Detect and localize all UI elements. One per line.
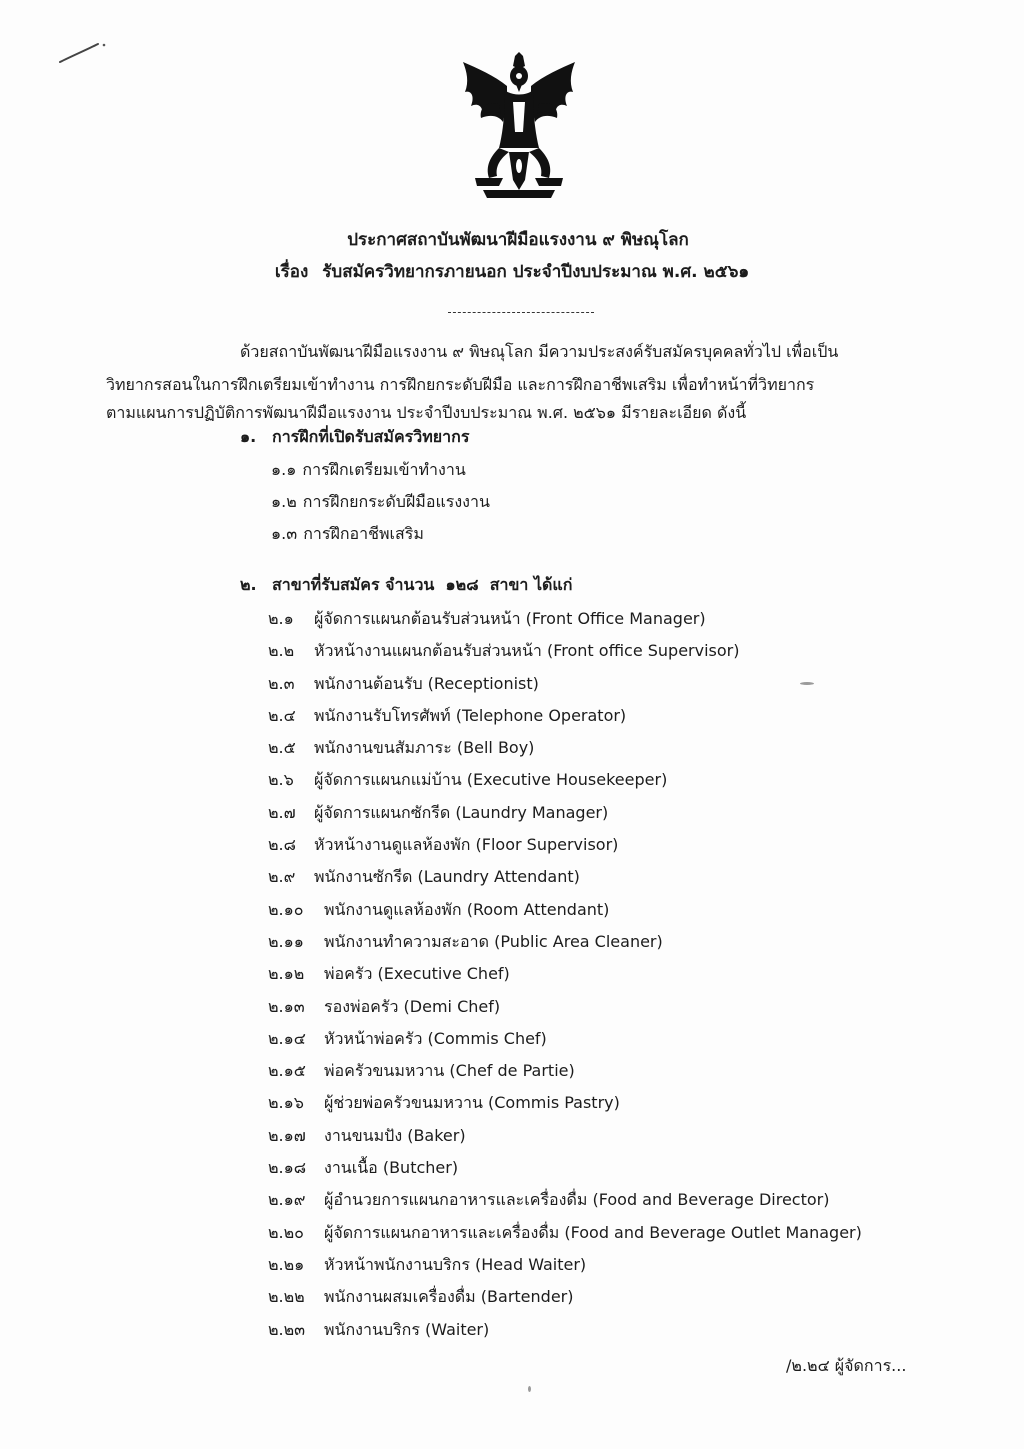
branch-item bbox=[268, 704, 862, 736]
branch-item bbox=[268, 833, 862, 865]
branch-item bbox=[268, 1091, 862, 1123]
section-2-number: ๒. bbox=[240, 575, 257, 594]
training-item bbox=[271, 523, 424, 545]
title-divider bbox=[448, 312, 594, 313]
intro-paragraph-line-1: ด้วยสถาบันพัฒนาฝีมือแรงงาน ๙ พิษณุโลก มีความประสงค์รับสมัครบุคคลทั่วไป เพื่อเป็น bbox=[240, 342, 839, 361]
branch-item-number: ๒.๒๓ bbox=[268, 1319, 306, 1339]
training-item-label: การฝึกเตรียมเข้าทำงาน bbox=[302, 460, 466, 479]
branch-item-number: ๒.๖ bbox=[268, 770, 294, 790]
garuda-emblem bbox=[455, 52, 583, 200]
scan-speck bbox=[800, 682, 814, 685]
branch-item-label: พนักงานผสมเครื่องดื่ม (Bartender) bbox=[324, 1287, 574, 1307]
branch-item-label: พนักงานรับโทรศัพท์ (Telephone Operator) bbox=[314, 705, 627, 725]
branch-item bbox=[268, 1318, 862, 1350]
branch-item-label: ผู้อำนวยการแผนกอาหารและเครื่องดื่ม (Food and Beverage Director) bbox=[324, 1190, 830, 1210]
training-item bbox=[271, 491, 490, 513]
branch-item-label: พนักงานต้อนรับ (Receptionist) bbox=[314, 673, 539, 693]
branch-item-number: ๒.๒๒ bbox=[268, 1287, 305, 1307]
branch-item bbox=[268, 1124, 862, 1156]
branch-item-number: ๒.๑ bbox=[268, 609, 294, 628]
announcement-subject bbox=[0, 260, 1024, 284]
branch-item-label: รองพ่อครัว (Demi Chef) bbox=[324, 996, 501, 1016]
branch-item-label: ผู้จัดการแผนกอาหารและเครื่องดื่ม (Food and Beverage Outlet Manager) bbox=[324, 1222, 862, 1242]
branch-item-number: ๒.๑๒ bbox=[268, 964, 305, 984]
branch-item-label: งานเนื้อ (Butcher) bbox=[324, 1158, 459, 1178]
branch-item-number: ๒.๑๗ bbox=[268, 1125, 306, 1145]
training-item-number: ๑.๓ bbox=[271, 524, 298, 543]
branch-item-number: ๒.๔ bbox=[268, 705, 296, 725]
training-item-label: การฝึกอาชีพเสริม bbox=[303, 524, 424, 543]
branch-item bbox=[268, 1285, 862, 1317]
branch-item bbox=[268, 801, 862, 833]
intro-paragraph-line-2: วิทยากรสอนในการฝึกเตรียมเข้าทำงาน การฝึกยกระดับฝีมือ และการฝึกอาชีพเสริม เพื่อทำหน้าที่วิทยากร bbox=[106, 375, 815, 394]
branch-item-label: พนักงานดูแลห้องพัก (Room Attendant) bbox=[324, 899, 610, 919]
subject-text: รับสมัครวิทยากรภายนอก ประจำปีงบประมาณ พ.ศ. ๒๕๖๑ bbox=[322, 262, 750, 282]
branch-item bbox=[268, 1027, 862, 1059]
branch-item-number: ๒.๑๔ bbox=[268, 1028, 306, 1048]
branch-item bbox=[268, 1188, 862, 1220]
section-1-number: ๑. bbox=[240, 427, 257, 446]
branch-item-number: ๒.๑๓ bbox=[268, 996, 305, 1016]
scan-speck bbox=[528, 1386, 531, 1392]
branch-item-label: ผู้จัดการแผนกต้อนรับส่วนหน้า (Front Office Manager) bbox=[314, 609, 706, 628]
section-1-title: การฝึกที่เปิดรับสมัครวิทยากร bbox=[272, 427, 470, 446]
branch-item-number: ๒.๑๖ bbox=[268, 1093, 304, 1113]
branch-item bbox=[268, 962, 862, 994]
intro-paragraph-line-3: ตามแผนการปฏิบัติการพัฒนาฝีมือแรงงาน ประจำปีงบประมาณ พ.ศ. ๒๕๖๑ มีรายละเอียด ดังนี้ bbox=[106, 403, 747, 422]
branch-item bbox=[268, 865, 862, 897]
branch-item bbox=[268, 1253, 862, 1285]
branch-item-label: ผู้จัดการแผนกแม่บ้าน (Executive Housekeeper) bbox=[314, 770, 668, 790]
branch-item-label: พ่อครัวขนมหวาน (Chef de Partie) bbox=[324, 1061, 575, 1081]
branch-item-number: ๒.๑๑ bbox=[268, 931, 304, 951]
branch-item-number: ๒.๒๐ bbox=[268, 1222, 304, 1242]
branch-item-number: ๒.๕ bbox=[268, 738, 296, 758]
branch-item bbox=[268, 1059, 862, 1091]
continuation-note: /๒.๒๔ ผู้จัดการ... bbox=[786, 1356, 907, 1375]
branch-item-number: ๒.๘ bbox=[268, 835, 296, 855]
branch-item-label: ผู้ช่วยพ่อครัวขนมหวาน (Commis Pastry) bbox=[324, 1093, 620, 1113]
branch-item bbox=[268, 639, 862, 671]
branch-list bbox=[268, 607, 862, 1350]
branch-item-label: หัวหน้าพ่อครัว (Commis Chef) bbox=[324, 1028, 547, 1048]
training-item-number: ๑.๑ bbox=[271, 460, 297, 479]
branch-item bbox=[268, 1221, 862, 1253]
branch-item bbox=[268, 930, 862, 962]
branch-item-number: ๒.๑๙ bbox=[268, 1190, 306, 1210]
branch-item-number: ๒.๒๑ bbox=[268, 1254, 305, 1274]
branch-item-number: ๒.๒ bbox=[268, 641, 295, 661]
training-item-label: การฝึกยกระดับฝีมือแรงงาน bbox=[302, 492, 490, 511]
section-2-title-suffix: สาขา ได้แก่ bbox=[489, 575, 573, 594]
branch-item-label: พ่อครัว (Executive Chef) bbox=[324, 964, 510, 984]
branch-item-label: หัวหน้างานแผนกต้อนรับส่วนหน้า (Front office Supervisor) bbox=[314, 641, 740, 661]
announcement-title: ประกาศสถาบันพัฒนาฝีมือแรงงาน ๙ พิษณุโลก bbox=[347, 230, 689, 250]
branch-item-number: ๒.๗ bbox=[268, 802, 296, 822]
branch-item-label: พนักงานทำความสะอาด (Public Area Cleaner) bbox=[324, 931, 663, 951]
branch-item bbox=[268, 995, 862, 1027]
branch-item bbox=[268, 607, 862, 639]
branch-item-number: ๒.๑๕ bbox=[268, 1061, 306, 1081]
branch-item bbox=[268, 672, 862, 704]
section-2-title: สาขาที่รับสมัคร จำนวน bbox=[272, 575, 435, 594]
branch-item-label: งานขนมปัง (Baker) bbox=[324, 1125, 466, 1145]
branch-item bbox=[268, 1156, 862, 1188]
branch-item-number: ๒.๓ bbox=[268, 673, 295, 693]
section-1-heading bbox=[240, 426, 469, 448]
branch-item-number: ๒.๑๐ bbox=[268, 899, 304, 919]
branch-item-label: พนักงานบริกร (Waiter) bbox=[324, 1319, 490, 1339]
branch-item-label: หัวหน้าพนักงานบริกร (Head Waiter) bbox=[324, 1254, 587, 1274]
branch-item-label: พนักงานซักรีด (Laundry Attendant) bbox=[314, 867, 580, 887]
branch-item-label: หัวหน้างานดูแลห้องพัก (Floor Supervisor) bbox=[314, 835, 619, 855]
training-item-number: ๑.๒ bbox=[271, 492, 297, 511]
training-item bbox=[271, 459, 466, 481]
branch-item-number: ๒.๙ bbox=[268, 867, 296, 887]
branch-item-number: ๒.๑๘ bbox=[268, 1158, 307, 1178]
pen-stroke-mark bbox=[58, 40, 108, 66]
branch-item bbox=[268, 898, 862, 930]
branch-item-label: พนักงานขนสัมภาระ (Bell Boy) bbox=[314, 738, 535, 758]
subject-label: เรื่อง bbox=[274, 262, 309, 282]
branch-count: ๑๒๘ bbox=[445, 575, 479, 594]
branch-item bbox=[268, 736, 862, 768]
branch-item-label: ผู้จัดการแผนกซักรีด (Laundry Manager) bbox=[314, 802, 609, 822]
section-2-heading bbox=[240, 574, 572, 596]
branch-item bbox=[268, 768, 862, 800]
